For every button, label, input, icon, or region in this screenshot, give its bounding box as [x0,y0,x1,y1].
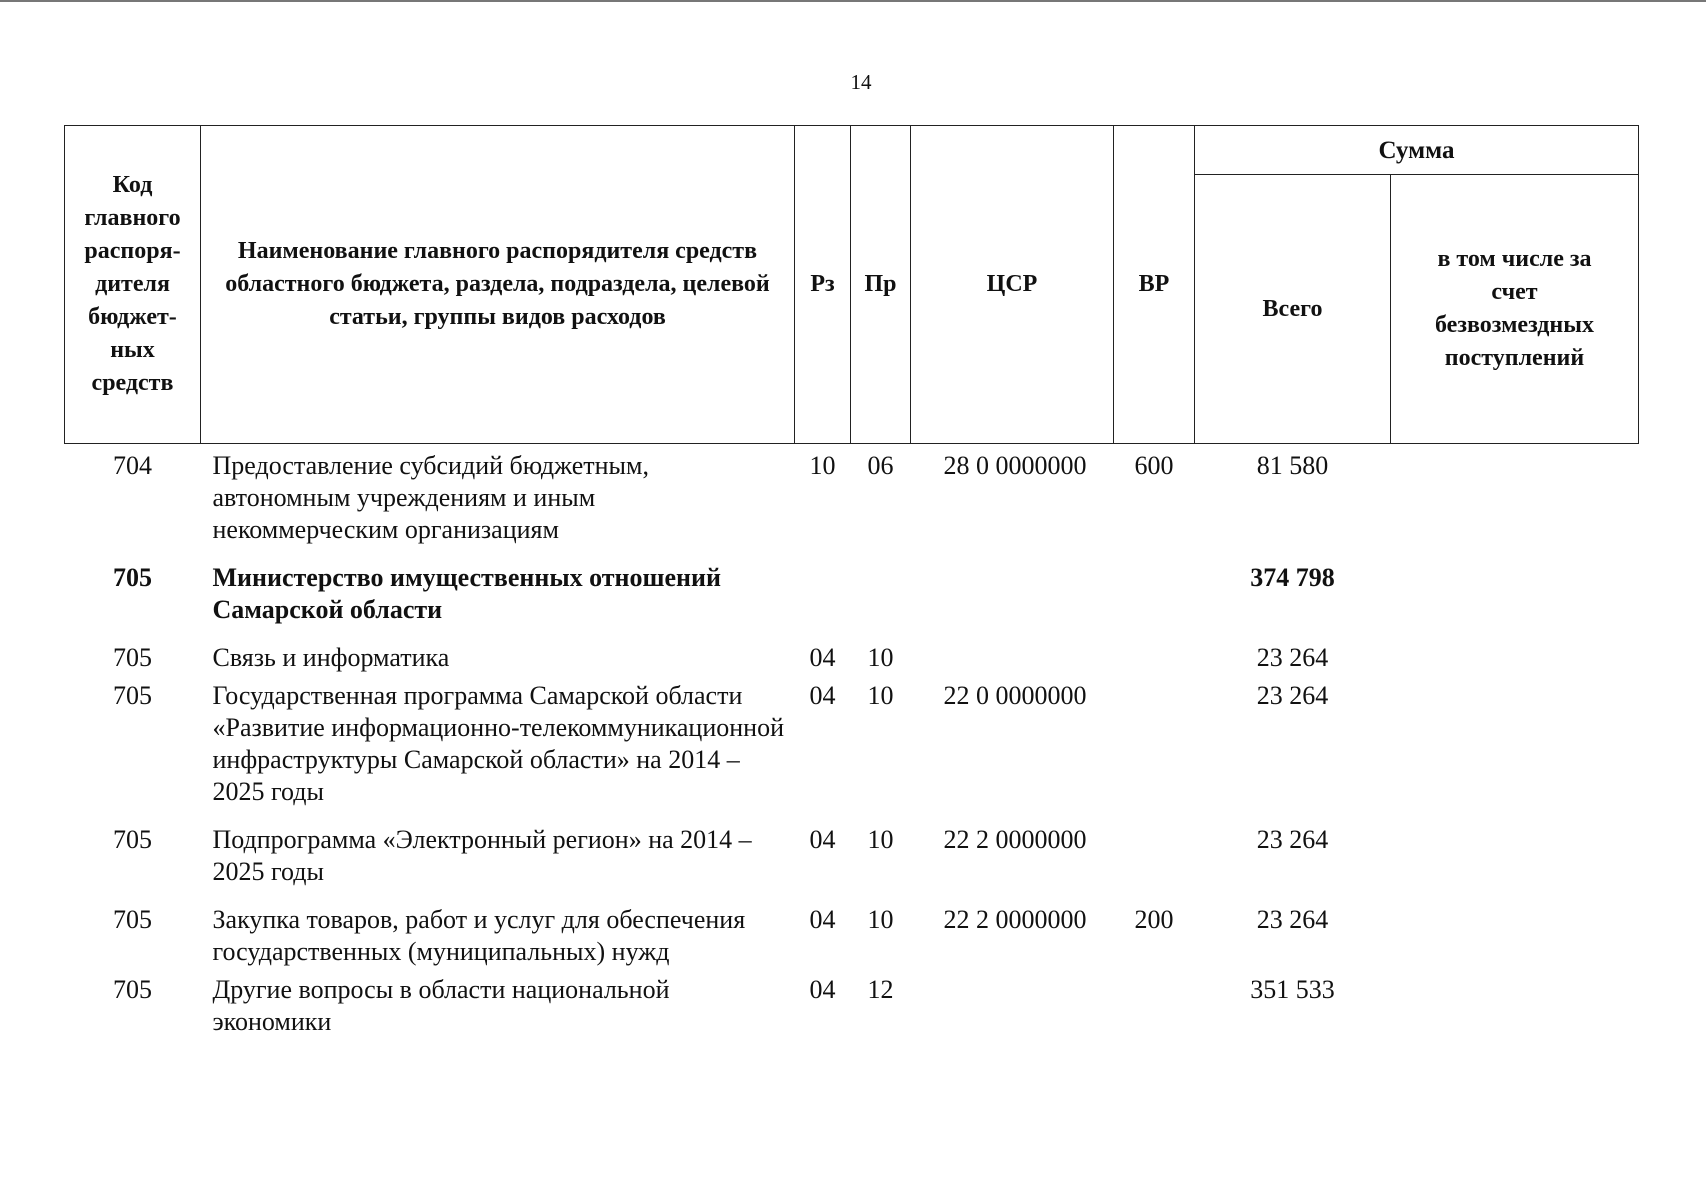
header-pr: Пр [851,126,911,444]
cell-code: 705 [113,905,152,934]
cell-csr: 22 2 0000000 [943,905,1087,934]
cell-code: 705 [113,975,152,1004]
cell-vr: 200 [1134,905,1174,934]
cell-total: 351 533 [1250,975,1335,1004]
cell-csr [911,636,1114,674]
table-row [65,636,1639,674]
cell-vr [1114,636,1195,674]
cell-gratis [1391,556,1639,636]
cell-gratis [1391,898,1639,968]
cell-total: 23 264 [1256,643,1329,672]
cell-vr: 600 [1134,451,1174,480]
cell-gratis [1391,444,1639,557]
cell-rz [795,556,851,636]
header-vr: ВР [1114,126,1195,444]
cell-csr [911,968,1114,1038]
table-body [65,444,1639,1039]
cell-code: 705 [113,825,152,854]
cell-pr: 10 [867,905,894,934]
header-sum: Сумма [1195,126,1639,175]
cell-total: 23 264 [1256,905,1329,934]
cell-rz: 04 [809,975,836,1004]
cell-pr: 06 [867,451,894,480]
cell-name: Закупка товаров, работ и услуг для обеспечения государственных (муниципальных) нужд [212,905,746,966]
cell-pr [851,556,911,636]
cell-total: 23 264 [1256,825,1329,854]
header-csr: ЦСР [911,126,1114,444]
cell-name: Связь и информатика [212,643,450,672]
table-row [65,818,1639,898]
cell-gratis [1391,674,1639,818]
header-gratis: в том числе за счет безвозмездных поступлений [1391,175,1639,444]
table-row [65,674,1639,818]
cell-csr: 22 2 0000000 [943,825,1087,854]
table-row [65,968,1639,1038]
cell-code: 705 [113,563,152,592]
table-row [65,556,1639,636]
cell-rz: 04 [809,643,836,672]
cell-rz: 04 [809,825,836,854]
cell-pr: 10 [867,825,894,854]
table-row [65,898,1639,968]
cell-vr [1114,556,1195,636]
cell-gratis [1391,636,1639,674]
cell-name: Государственная программа Самарской области «Развитие информационно-телекоммуникационной инфраструктуры Самарской области» на 2014 – 2025 годы [212,681,785,806]
cell-code: 705 [113,643,152,672]
cell-total: 81 580 [1256,451,1329,480]
cell-csr: 22 0 0000000 [943,681,1087,710]
budget-table [64,125,1639,1038]
header-code: Код главного распоря-дителя бюджет-ных средств [65,126,201,444]
cell-pr: 12 [867,975,894,1004]
header-rz: Рз [795,126,851,444]
top-rule [0,0,1706,2]
cell-csr [911,556,1114,636]
cell-pr: 10 [867,681,894,710]
cell-name: Министерство имущественных отношений Самарской области [212,563,721,624]
cell-name: Подпрограмма «Электронный регион» на 2014 – 2025 годы [212,825,752,886]
cell-pr: 10 [867,643,894,672]
page-number: 14 [850,70,872,94]
header-total: Всего [1195,175,1391,444]
cell-vr [1114,674,1195,818]
cell-gratis [1391,818,1639,898]
cell-vr [1114,968,1195,1038]
header-name: Наименование главного распорядителя средств областного бюджета, раздела, подраздела, целевой статьи, группы видов расходов [201,126,795,444]
cell-rz: 10 [809,451,836,480]
cell-total: 374 798 [1250,563,1335,592]
cell-code: 705 [113,681,152,710]
table-row [65,444,1639,557]
cell-code: 704 [113,451,152,480]
cell-vr [1114,818,1195,898]
cell-name: Другие вопросы в области национальной экономики [212,975,670,1036]
cell-rz: 04 [809,905,836,934]
cell-total: 23 264 [1256,681,1329,710]
cell-name: Предоставление субсидий бюджетным, автономным учреждениям и иным некоммерческим организациям [212,451,649,544]
cell-csr: 28 0 0000000 [943,451,1087,480]
cell-gratis [1391,968,1639,1038]
cell-rz: 04 [809,681,836,710]
